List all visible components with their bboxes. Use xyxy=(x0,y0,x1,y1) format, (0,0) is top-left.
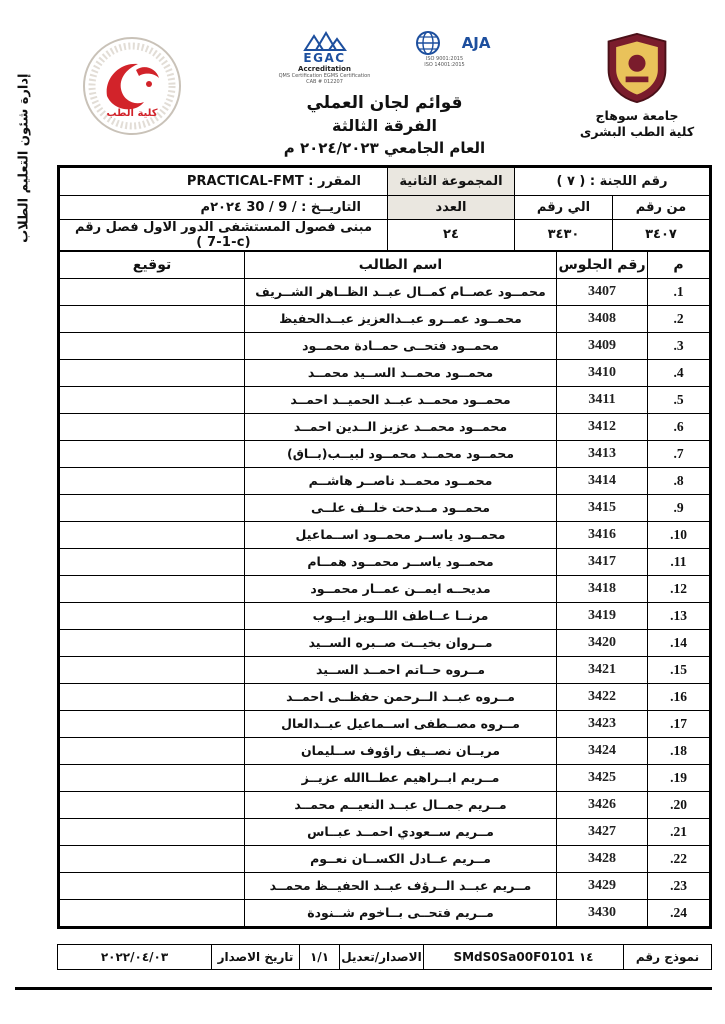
student-name: محمــود فتحــى حمــادة محمــود xyxy=(245,332,557,359)
signature-cell xyxy=(60,629,245,656)
row-index: 13. xyxy=(648,602,710,629)
signature-cell xyxy=(60,683,245,710)
row-index: 15. xyxy=(648,656,710,683)
signature-cell xyxy=(60,332,245,359)
row-index: 17. xyxy=(648,710,710,737)
seat-number: 3417 xyxy=(557,548,648,575)
signature-cell xyxy=(60,278,245,305)
faculty-name: كلية الطب البشرى xyxy=(579,124,695,139)
egac-fineprint-2: CAB # 012207 xyxy=(306,79,343,86)
row-index: 21. xyxy=(648,818,710,845)
seat-number: 3425 xyxy=(557,764,648,791)
seat-number: 3421 xyxy=(557,656,648,683)
signature-cell xyxy=(60,845,245,872)
signature-cell xyxy=(60,413,245,440)
row-index: 24. xyxy=(648,899,710,926)
student-row xyxy=(60,494,710,521)
university-crest-icon xyxy=(606,32,668,104)
row-index: 14. xyxy=(648,629,710,656)
student-row xyxy=(60,683,710,710)
seat-number: 3424 xyxy=(557,737,648,764)
header-center xyxy=(207,26,562,157)
seat-number: 3408 xyxy=(557,305,648,332)
student-row xyxy=(60,548,710,575)
student-row xyxy=(60,872,710,899)
seat-number: 3420 xyxy=(557,629,648,656)
seat-number: 3413 xyxy=(557,440,648,467)
seat-number: 3411 xyxy=(557,386,648,413)
student-row xyxy=(60,575,710,602)
issue-label: الاصدار/تعديل xyxy=(340,944,424,969)
seat-number: 3422 xyxy=(557,683,648,710)
seat-number: 3416 xyxy=(557,521,648,548)
aja-globe-icon xyxy=(415,30,441,56)
seat-number: 3412 xyxy=(557,413,648,440)
issue-date-label: تاريخ الاصدار xyxy=(212,944,300,969)
student-name: مــريم جمــال عبــد النعيــم محمــد xyxy=(245,791,557,818)
date-cell xyxy=(60,195,388,219)
col-header-index: م xyxy=(648,251,710,278)
university-crest-block xyxy=(562,26,712,139)
student-name: مرنــا عــاطف اللــويز ايــوب xyxy=(245,602,557,629)
seat-number: 3430 xyxy=(557,899,648,926)
date-label: التاريــخ : xyxy=(301,199,361,215)
row-index: 7. xyxy=(648,440,710,467)
aja-fineprint-1: ISO 9001:2015 xyxy=(425,56,464,62)
row-index: 3. xyxy=(648,332,710,359)
main-table-box xyxy=(57,165,712,929)
signature-cell xyxy=(60,305,245,332)
student-name: محمــود ياســر محمــود اســماعيل xyxy=(245,521,557,548)
to-value: ٣٤٣٠ xyxy=(514,219,612,250)
count-label: العدد xyxy=(387,195,514,219)
university-name: جامعة سوهاج xyxy=(595,108,679,123)
signature-cell xyxy=(60,494,245,521)
student-name: مــروان بخيــت صــبره الســيد xyxy=(245,629,557,656)
to-label: الي رقم xyxy=(514,195,612,219)
seat-number: 3423 xyxy=(557,710,648,737)
side-vertical-label: إدارة شئون التعليم الطلاب xyxy=(16,73,32,243)
row-index: 9. xyxy=(648,494,710,521)
page-bottom-rule xyxy=(15,987,712,990)
signature-cell xyxy=(60,386,245,413)
row-index: 8. xyxy=(648,467,710,494)
student-row xyxy=(60,791,710,818)
student-name: مــريم ســعودي احمــد عبــاس xyxy=(245,818,557,845)
info-table xyxy=(59,167,710,251)
signature-cell xyxy=(60,440,245,467)
signature-cell xyxy=(60,602,245,629)
signature-cell xyxy=(60,548,245,575)
egac-logo xyxy=(279,30,371,86)
location-cell xyxy=(60,219,388,250)
student-name: مــريم فتحــى بــاخوم شــنودة xyxy=(245,899,557,926)
student-name: محمــود محمــد عزيز الــدين احمــد xyxy=(245,413,557,440)
student-row xyxy=(60,818,710,845)
student-row xyxy=(60,467,710,494)
seat-number: 3409 xyxy=(557,332,648,359)
student-name: مــريم عــادل الكســان نعــوم xyxy=(245,845,557,872)
student-row xyxy=(60,845,710,872)
grade-title: الفرقة الثالثة xyxy=(332,115,437,135)
aja-fineprint-2: ISO 14001:2015 xyxy=(424,62,465,69)
student-name: محمــود محمــد ناصــر هاشــم xyxy=(245,467,557,494)
from-label: من رقم xyxy=(613,195,710,219)
signature-cell xyxy=(60,359,245,386)
row-index: 19. xyxy=(648,764,710,791)
document-title: قوائم لجان العملي xyxy=(306,92,463,113)
egac-fineprint-1: QMS Certification EGMS Certification xyxy=(278,73,371,80)
students-table xyxy=(59,251,710,927)
course-value: PRACTICAL-FMT xyxy=(186,173,304,189)
seat-number: 3428 xyxy=(557,845,648,872)
student-name: مــريم عبــد الــرؤف عبــد الحفيــظ محمــد xyxy=(245,872,557,899)
student-name: مــروه مصــطفى اســماعيل عبــدالعال xyxy=(245,710,557,737)
issue-value: ١/١ xyxy=(300,944,340,969)
row-index: 4. xyxy=(648,359,710,386)
student-name: محمــود محمــد الســيد محمــد xyxy=(245,359,557,386)
row-index: 12. xyxy=(648,575,710,602)
row-index: 20. xyxy=(648,791,710,818)
student-name: مديحــه ايمــن عمــار محمــود xyxy=(245,575,557,602)
seat-number: 3429 xyxy=(557,872,648,899)
student-row xyxy=(60,278,710,305)
signature-cell xyxy=(60,764,245,791)
student-name: محمــود عمــرو عبــدالعزيز عبــدالحفيظ xyxy=(245,305,557,332)
seat-number: 3407 xyxy=(557,278,648,305)
row-index: 6. xyxy=(648,413,710,440)
signature-cell xyxy=(60,575,245,602)
seat-number: 3427 xyxy=(557,818,648,845)
row-index: 18. xyxy=(648,737,710,764)
student-name: محمــود محمــد محمــود لبيــب(بــاق) xyxy=(245,440,557,467)
row-index: 10. xyxy=(648,521,710,548)
seat-number: 3410 xyxy=(557,359,648,386)
student-row xyxy=(60,386,710,413)
form-number: ١٤ xyxy=(578,949,594,964)
student-row xyxy=(60,521,710,548)
form-number-label: نموذج رقم xyxy=(624,944,712,969)
egac-subtitle: Accreditation xyxy=(298,65,351,74)
row-index: 23. xyxy=(648,872,710,899)
student-row xyxy=(60,629,710,656)
faculty-seal-block xyxy=(57,26,207,136)
egac-name: EGAC xyxy=(303,51,346,65)
col-header-signature: توقيع xyxy=(60,251,245,278)
student-row xyxy=(60,332,710,359)
signature-cell xyxy=(60,818,245,845)
aja-name: AJA xyxy=(461,34,491,52)
accreditation-logos xyxy=(207,30,562,86)
seat-number: 3419 xyxy=(557,602,648,629)
location-code: ( 7-1-c) xyxy=(196,234,251,250)
row-index: 16. xyxy=(648,683,710,710)
student-name: مــروه عبــد الــرحمن حفظــى احمــد xyxy=(245,683,557,710)
signature-cell xyxy=(60,737,245,764)
row-index: 11. xyxy=(648,548,710,575)
row-index: 22. xyxy=(648,845,710,872)
signature-cell xyxy=(60,710,245,737)
egac-pyramids-icon xyxy=(303,30,347,52)
student-name: محمــود محمــد عبــد الحميــد احمــد xyxy=(245,386,557,413)
form-code-cell xyxy=(424,944,624,969)
col-header-name: اسم الطالب xyxy=(245,251,557,278)
course-label: المقرر : xyxy=(308,173,361,189)
student-row xyxy=(60,440,710,467)
student-row xyxy=(60,305,710,332)
issue-date-value: ٢٠٢٢/٠٤/٠٣ xyxy=(58,944,212,969)
signature-cell xyxy=(60,467,245,494)
student-row xyxy=(60,710,710,737)
students-header-row xyxy=(60,251,710,278)
from-value: ٣٤٠٧ xyxy=(613,219,710,250)
student-row xyxy=(60,737,710,764)
student-name: مريــان نصــيف راؤوف ســليمان xyxy=(245,737,557,764)
location-text: مبنى فصول المستشفى الدور الاول فصل رقم xyxy=(74,219,373,235)
signature-cell xyxy=(60,521,245,548)
student-row xyxy=(60,359,710,386)
student-name: محمــود مــدحت خلــف علــى xyxy=(245,494,557,521)
student-row xyxy=(60,602,710,629)
student-name: مــروه حــاتم احمــد الســيد xyxy=(245,656,557,683)
row-index: 1. xyxy=(648,278,710,305)
signature-cell xyxy=(60,656,245,683)
committee-number: رقم اللجنة : ( ٧ ) xyxy=(514,167,709,195)
course-cell xyxy=(60,167,388,195)
academic-year: العام الجامعي ٢٠٢٤/٢٠٢٣ م xyxy=(283,138,486,157)
seal-text: كلية الطب xyxy=(106,108,158,119)
row-index: 5. xyxy=(648,386,710,413)
signature-cell xyxy=(60,791,245,818)
student-row xyxy=(60,764,710,791)
seat-number: 3418 xyxy=(557,575,648,602)
seat-number: 3414 xyxy=(557,467,648,494)
seat-number: 3426 xyxy=(557,791,648,818)
student-row xyxy=(60,899,710,926)
date-day-month: 30 / 9 / xyxy=(246,199,297,215)
aja-logo xyxy=(399,30,491,69)
count-value: ٢٤ xyxy=(387,219,514,250)
student-name: محمــود عصــام كمــال عبــد الظــاهر الشــريف xyxy=(245,278,557,305)
signature-cell xyxy=(60,899,245,926)
student-row xyxy=(60,656,710,683)
faculty-seal-icon xyxy=(82,36,182,136)
signature-cell xyxy=(60,872,245,899)
group-name: المجموعة الثانية xyxy=(387,167,514,195)
student-row xyxy=(60,413,710,440)
student-name: مــريم ابــراهيم عطــاالله عزيــز xyxy=(245,764,557,791)
row-index: 2. xyxy=(648,305,710,332)
date-year: ٢٠٢٤م xyxy=(200,199,242,215)
seat-number: 3415 xyxy=(557,494,648,521)
col-header-seat: رقم الجلوس xyxy=(557,251,648,278)
document-header xyxy=(57,26,712,157)
form-code: SMdS0Sa00F0101 xyxy=(453,949,575,964)
footer-table xyxy=(57,944,712,970)
student-name: محمــود ياســر محمــود همــام xyxy=(245,548,557,575)
